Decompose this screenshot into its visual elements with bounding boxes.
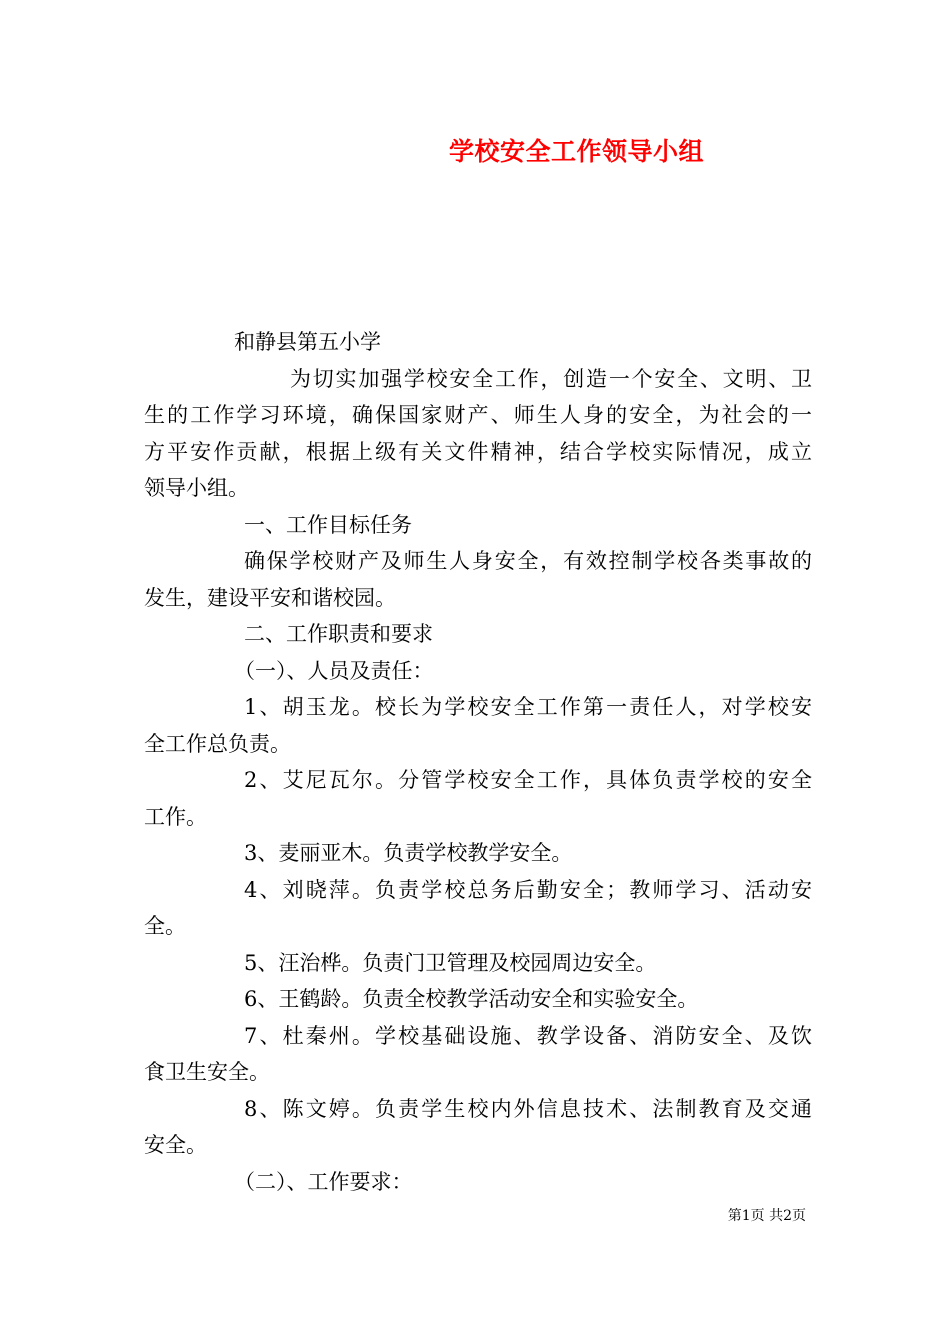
intro-line: 方平安作贡献，根据上级有关文件精神，结合学校实际情况，成立	[144, 439, 812, 464]
list-item: 8、陈文婷。负责学生校内外信息技术、法制教育及交通	[244, 1096, 812, 1121]
footer-total-pages: 2	[783, 1208, 792, 1224]
list-item: 2、艾尼瓦尔。分管学校安全工作，具体负责学校的安全	[244, 768, 812, 792]
list-item-continuation: 工作。	[144, 804, 207, 829]
footer-current-page: 1	[741, 1208, 751, 1224]
list-item: 3、麦丽亚木。负责学校教学安全。	[244, 841, 573, 865]
list-item: 5、汪治桦。负责门卫管理及校园周边安全。	[244, 950, 657, 975]
section-text-line: 发生，建设平安和谐校园。	[144, 585, 396, 610]
document-body	[144, 324, 812, 1200]
list-item-continuation: 全工作总负责。	[144, 731, 291, 756]
footer-prefix: 第	[727, 1208, 742, 1224]
document-title: 学校安全工作领导小组	[449, 137, 705, 166]
list-item-continuation: 全。	[144, 914, 186, 938]
list-item: 6、王鹤龄。负责全校教学活动安全和实验安全。	[244, 987, 699, 1011]
section-heading: 一、工作目标任务	[244, 512, 412, 537]
list-item-continuation: 食卫生安全。	[144, 1060, 270, 1084]
subsection-heading: （二）、工作要求：	[234, 1169, 413, 1194]
list-item-continuation: 安全。	[144, 1133, 207, 1157]
intro-line: 生的工作学习环境，确保国家财产、师生人身的安全，为社会的一	[144, 403, 812, 427]
list-item: 7、杜秦州。学校基础设施、教学设备、消防安全、及饮	[244, 1023, 812, 1048]
list-item: 4、刘晓萍。负责学校总务后勤安全；教师学习、活动安	[244, 877, 812, 902]
footer-middle: 页 共	[750, 1208, 784, 1224]
intro-line: 为切实加强学校安全工作，创造一个安全、文明、卫	[290, 366, 812, 391]
school-name: 和静县第五小学	[234, 330, 381, 354]
section-heading: 二、工作职责和要求	[244, 622, 433, 646]
list-item: 1、胡玉龙。校长为学校安全工作第一责任人，对学校安	[244, 695, 812, 719]
section-text-line: 确保学校财产及师生人身安全，有效控制学校各类事故的	[244, 549, 812, 573]
subsection-heading: （一）、人员及责任：	[234, 658, 434, 683]
footer-suffix: 页	[792, 1208, 806, 1224]
intro-line: 领导小组。	[144, 476, 249, 500]
page-footer	[728, 1205, 806, 1225]
